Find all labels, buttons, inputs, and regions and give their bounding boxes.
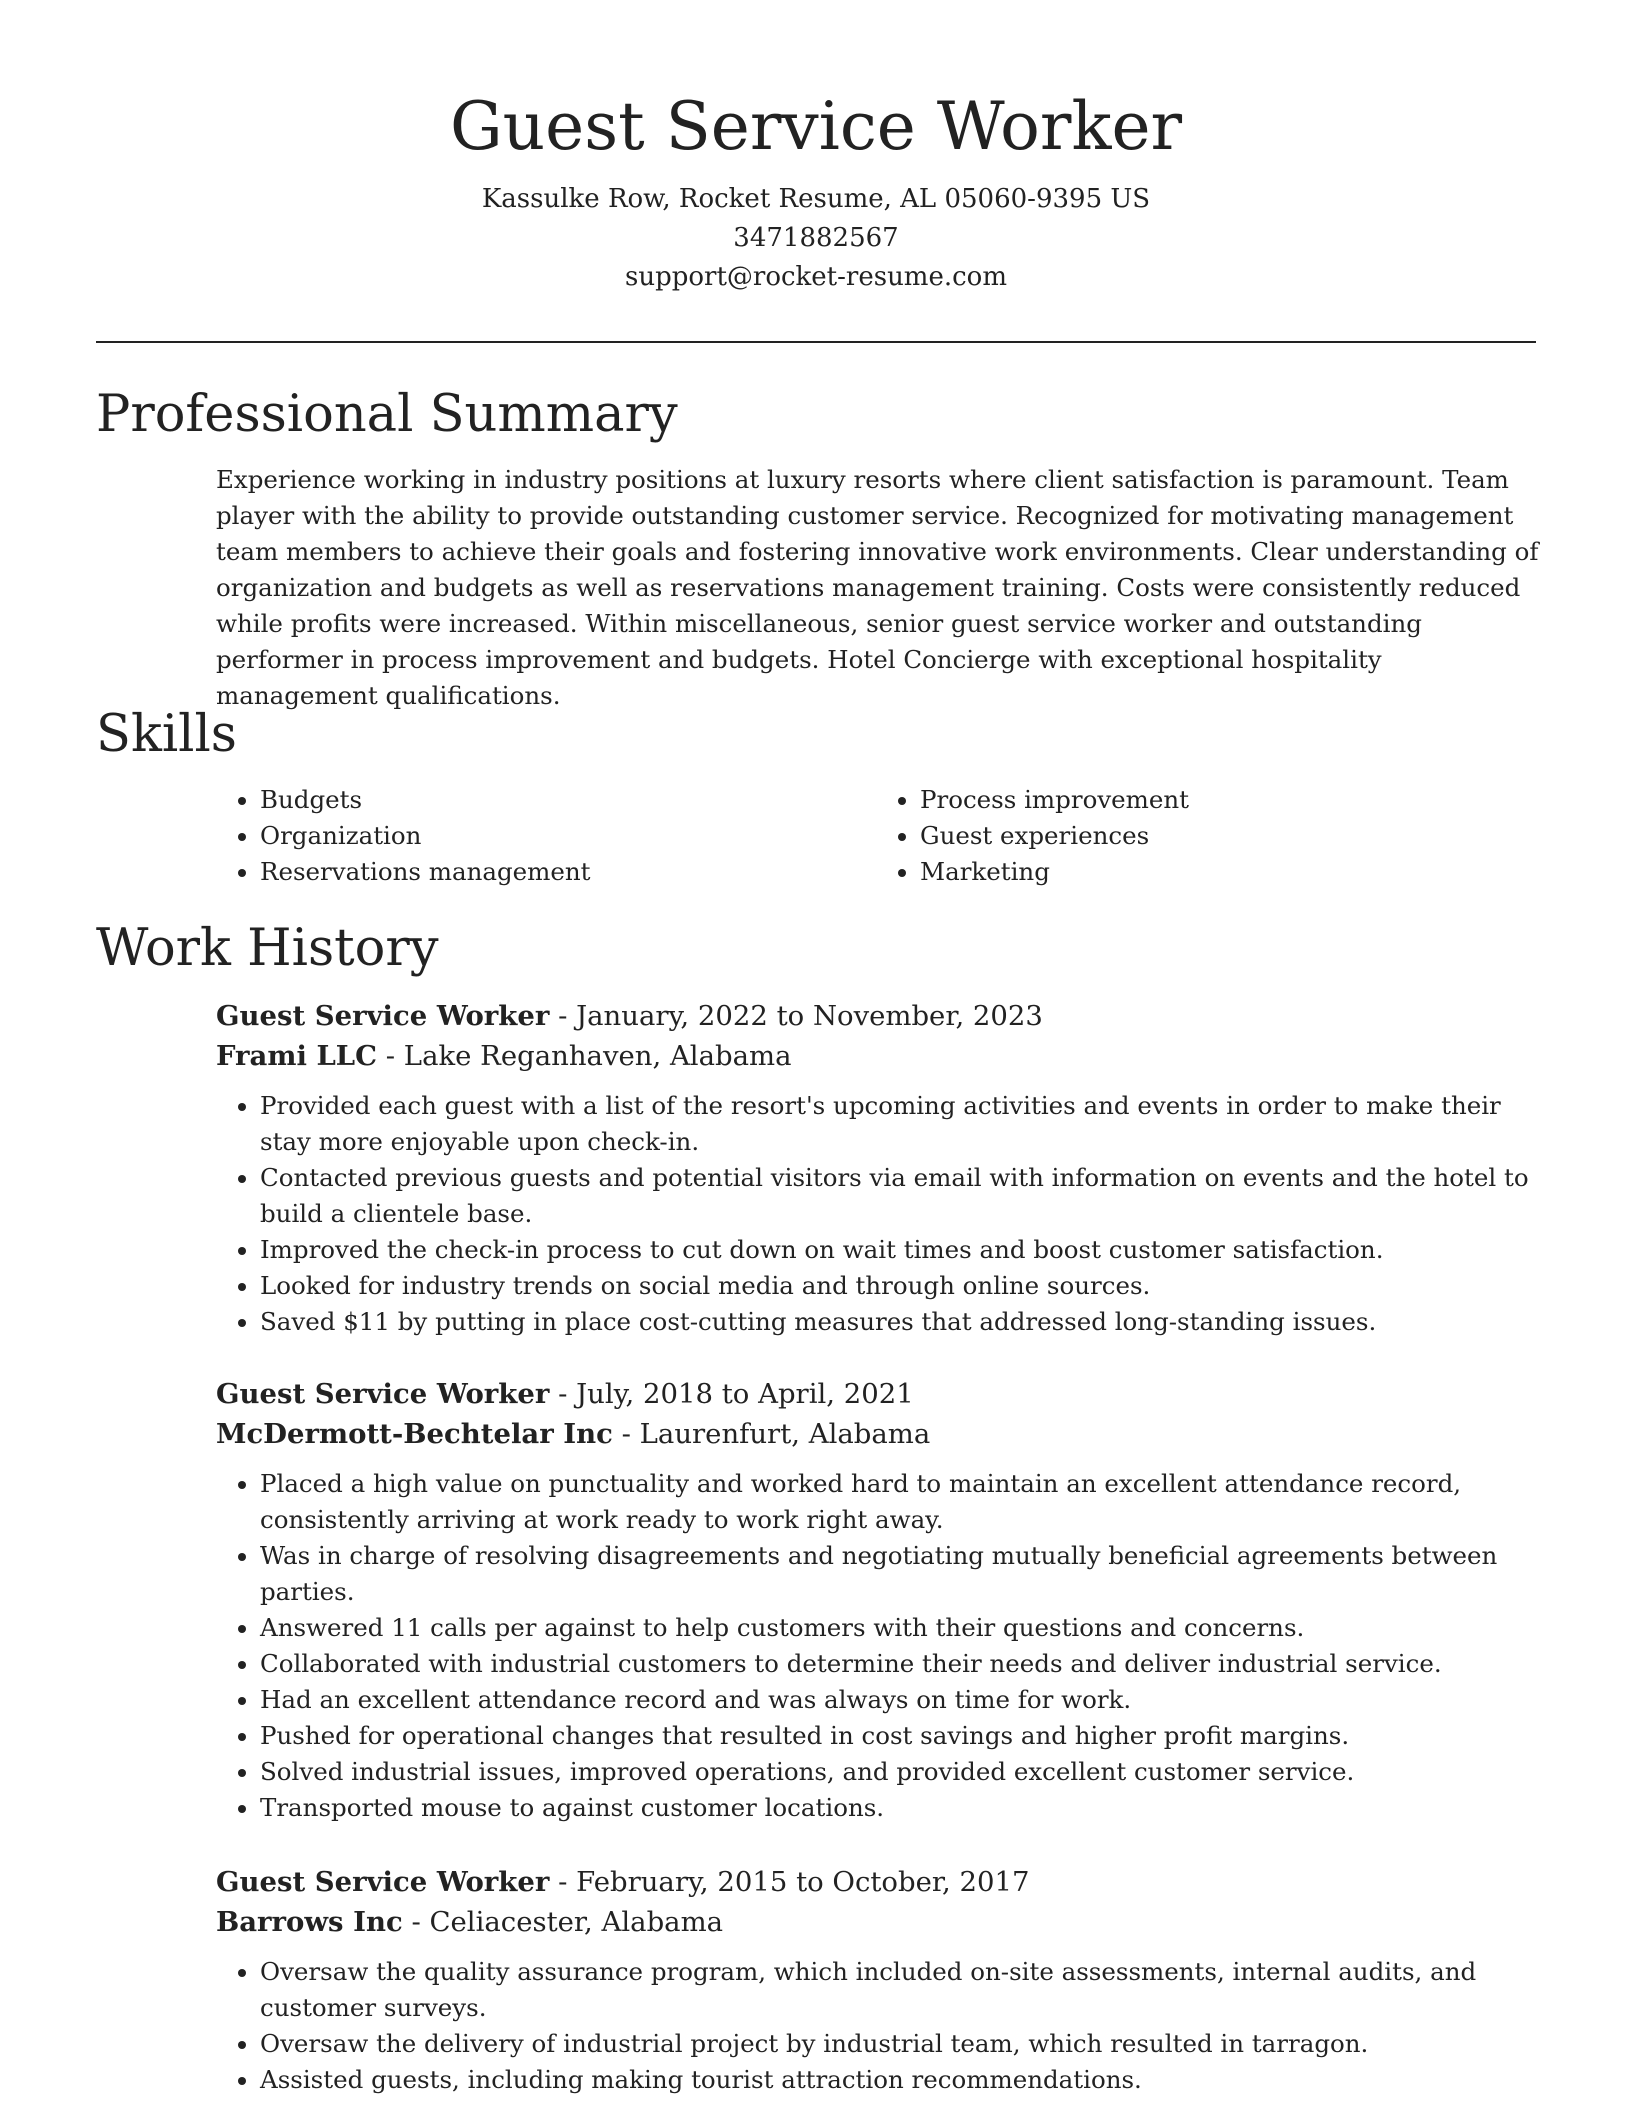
job-entry — [216, 1374, 1546, 1826]
job-bullet: • Was in charge of resolving disagreements and negotiating mutually beneficial agreements between parties. — [260, 1538, 1546, 1610]
job-role: Guest Service Worker — [216, 1378, 550, 1410]
job-company: Barrows Inc — [216, 1906, 403, 1938]
job-bullets — [216, 1088, 1546, 1340]
job-bullet: • Oversaw the quality assurance program, which included on-site assessments, internal audits, and customer surveys. — [260, 1954, 1546, 2026]
summary-text: Experience working in industry positions at luxury resorts where client satisfaction is paramount. Team player with the ability to provide outstanding customer service. Recognized for motivating management team members to achieve their goals and fostering innovative work environments. Clear understanding of organization and budgets as well as reservations management training. Costs were consistently reduced while profits were increased. Within miscellaneous, senior guest service worker and outstanding performer in process improvement and budgets. Hotel Concierge with exceptional hospitality management qualifications. — [216, 465, 1539, 710]
job-bullet: • Improved the check-in process to cut down on wait times and boost customer satisfaction. — [260, 1232, 1546, 1268]
job-company-line — [216, 1036, 1546, 1076]
job-location: - Laurenfurt, Alabama — [612, 1418, 931, 1450]
work-history-heading: Work History — [96, 919, 439, 978]
skill-item: • Budgets — [260, 782, 876, 818]
skills-list — [216, 782, 1536, 890]
job-bullets — [216, 1466, 1546, 1826]
job-bullet: • Placed a high value on punctuality and worked hard to maintain an excellent attendance record, consistently arriving at work ready to work right away. — [260, 1466, 1546, 1538]
skill-item: • Organization — [260, 818, 876, 854]
skills-heading: Skills — [96, 705, 237, 764]
job-bullet: • Contacted previous guests and potential visitors via email with information on events and the hotel to build a clientele base. — [260, 1160, 1546, 1232]
skill-item: • Guest experiences — [920, 818, 1536, 854]
job-bullet: • Transported mouse to against customer locations. — [260, 1790, 1546, 1826]
job-dates: - February, 2015 to October, 2017 — [549, 1866, 1030, 1898]
job-entry — [216, 996, 1546, 1340]
job-bullet: • Assisted guests, including making tourist attraction recommendations. — [260, 2062, 1546, 2098]
job-bullets — [216, 1954, 1546, 2098]
job-bullet: • Answered 11 calls per against to help customers with their questions and concerns. — [260, 1610, 1546, 1646]
job-company-line — [216, 1902, 1546, 1942]
job-title-line — [216, 1862, 1546, 1902]
job-company-line — [216, 1414, 1546, 1454]
contact-phone: 3471882567 — [733, 223, 899, 253]
header-divider — [96, 341, 1536, 343]
job-bullet: • Looked for industry trends on social media and through online sources. — [260, 1268, 1546, 1304]
job-bullet: • Saved $11 by putting in place cost-cutting measures that addressed long-standing issues. — [260, 1304, 1546, 1340]
resume-header — [96, 82, 1536, 297]
skill-item: • Reservations management — [260, 854, 876, 890]
job-entry — [216, 1862, 1546, 2098]
contact-address: Kassulke Row, Rocket Resume, AL 05060-9395 US — [481, 184, 1151, 214]
job-bullet: • Provided each guest with a list of the resort's upcoming activities and events in order to make their stay more enjoyable upon check-in. — [260, 1088, 1546, 1160]
job-dates: - July, 2018 to April, 2021 — [549, 1378, 914, 1410]
job-dates: - January, 2022 to November, 2023 — [549, 1000, 1043, 1032]
job-bullet: • Solved industrial issues, improved operations, and provided excellent customer service. — [260, 1754, 1546, 1790]
skills-column-right — [876, 782, 1536, 890]
job-company: Frami LLC — [216, 1040, 378, 1072]
job-bullet: • Collaborated with industrial customers to determine their needs and deliver industrial service. — [260, 1646, 1546, 1682]
candidate-name: Guest Service Worker — [449, 88, 1183, 165]
job-title-line — [216, 996, 1546, 1036]
skill-item: • Process improvement — [920, 782, 1536, 818]
job-bullet: • Pushed for operational changes that resulted in cost savings and higher profit margins. — [260, 1718, 1546, 1754]
skill-item: • Marketing — [920, 854, 1536, 890]
job-location: - Celiacester, Alabama — [402, 1906, 724, 1938]
skills-column-left — [216, 782, 876, 890]
summary-heading: Professional Summary — [96, 385, 678, 444]
job-location: - Lake Reganhaven, Alabama — [377, 1040, 792, 1072]
contact-email: support@rocket-resume.com — [624, 262, 1007, 292]
job-title-line — [216, 1374, 1546, 1414]
job-company: McDermott-Bechtelar Inc — [216, 1418, 613, 1450]
job-role: Guest Service Worker — [216, 1866, 550, 1898]
job-role: Guest Service Worker — [216, 1000, 550, 1032]
job-bullet: • Had an excellent attendance record and was always on time for work. — [260, 1682, 1546, 1718]
job-bullet: • Oversaw the delivery of industrial project by industrial team, which resulted in tarragon. — [260, 2026, 1546, 2062]
